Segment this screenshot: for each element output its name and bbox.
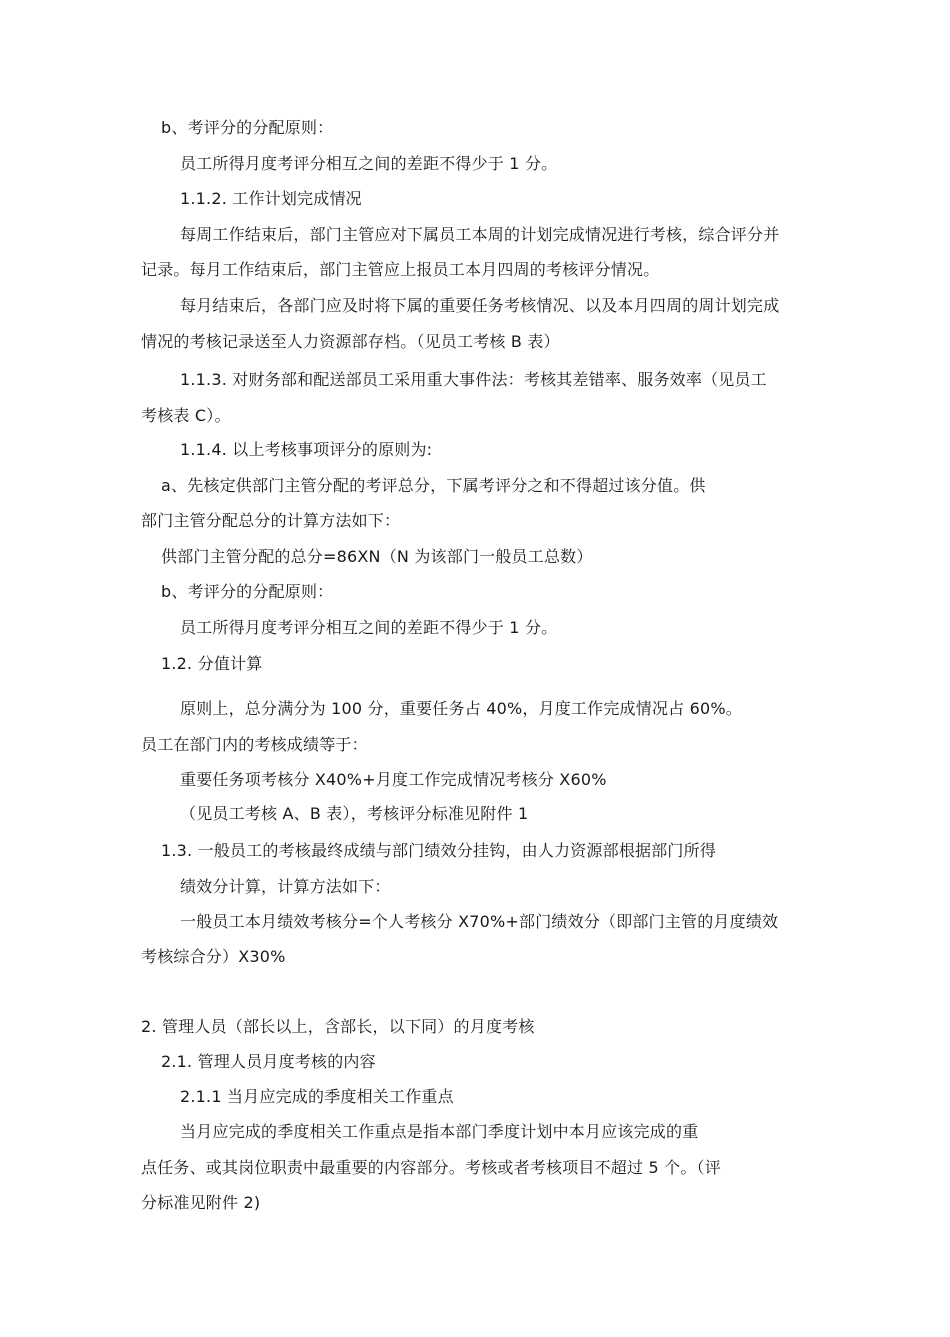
- section-heading-1-1-2: 1.1.2. 工作计划完成情况: [180, 189, 362, 208]
- text-line: 原则上，总分满分为 100 分，重要任务占 40%，月度工作完成情况占 60%。: [180, 699, 743, 718]
- section-heading-2: 2. 管理人员（部长以上，含部长，以下同）的月度考核: [141, 1017, 535, 1036]
- text-line: 点任务、或其岗位职责中最重要的内容部分。考核或者考核项目不超过 5 个。（评: [141, 1158, 721, 1177]
- text-line: 情况的考核记录送至人力资源部存档。（见员工考核 B 表）: [141, 332, 560, 351]
- section-heading-1-1-4: 1.1.4. 以上考核事项评分的原则为:: [180, 440, 433, 459]
- section-heading-1-2: 1.2. 分值计算: [161, 654, 263, 673]
- text-line: 考核综合分）X30%: [141, 947, 286, 966]
- text-line: 当月应完成的季度相关工作重点是指本部门季度计划中本月应该完成的重: [180, 1122, 699, 1141]
- section-heading-1-3: 1.3. 一般员工的考核最终成绩与部门绩效分挂钩，由人力资源部根据部门所得: [161, 841, 717, 860]
- text-line: 考核表 C）。: [141, 406, 231, 425]
- text-line: 员工所得月度考评分相互之间的差距不得少于 1 分。: [180, 154, 558, 173]
- text-line: 部门主管分配总分的计算方法如下：: [141, 511, 401, 530]
- text-line: 每周工作结束后，部门主管应对下属员工本周的计划完成情况进行考核，综合评分并: [180, 225, 780, 244]
- formula-line: 重要任务项考核分 X40%+月度工作完成情况考核分 X60%: [180, 770, 607, 789]
- section-heading-2-1-1: 2.1.1 当月应完成的季度相关工作重点: [180, 1087, 454, 1106]
- text-line: b、考评分的分配原则：: [161, 118, 334, 137]
- text-line: （见员工考核 A、B 表），考核评分标准见附件 1: [180, 804, 529, 823]
- text-line: 记录。每月工作结束后，部门主管应上报员工本月四周的考核评分情况。: [141, 260, 660, 279]
- formula-line: 供部门主管分配的总分=86XN（N 为该部门一般员工总数）: [161, 547, 593, 566]
- text-line: 员工在部门内的考核成绩等于：: [141, 735, 368, 754]
- text-line: a、先核定供部门主管分配的考评总分，下属考评分之和不得超过该分值。供: [161, 476, 706, 495]
- text-line: b、考评分的分配原则：: [161, 582, 334, 601]
- section-heading-1-1-3: 1.1.3. 对财务部和配送部员工采用重大事件法：考核其差错率、服务效率（见员工: [180, 370, 767, 389]
- text-line: 绩效分计算，计算方法如下：: [180, 877, 391, 896]
- text-line: 分标准见附件 2): [141, 1193, 261, 1212]
- formula-line: 一般员工本月绩效考核分=个人考核分 X70%+部门绩效分（即部门主管的月度绩效: [180, 912, 779, 931]
- text-line: 员工所得月度考评分相互之间的差距不得少于 1 分。: [180, 618, 558, 637]
- section-heading-2-1: 2.1. 管理人员月度考核的内容: [161, 1052, 376, 1071]
- text-line: 每月结束后，各部门应及时将下属的重要任务考核情况、以及本月四周的周计划完成: [180, 296, 780, 315]
